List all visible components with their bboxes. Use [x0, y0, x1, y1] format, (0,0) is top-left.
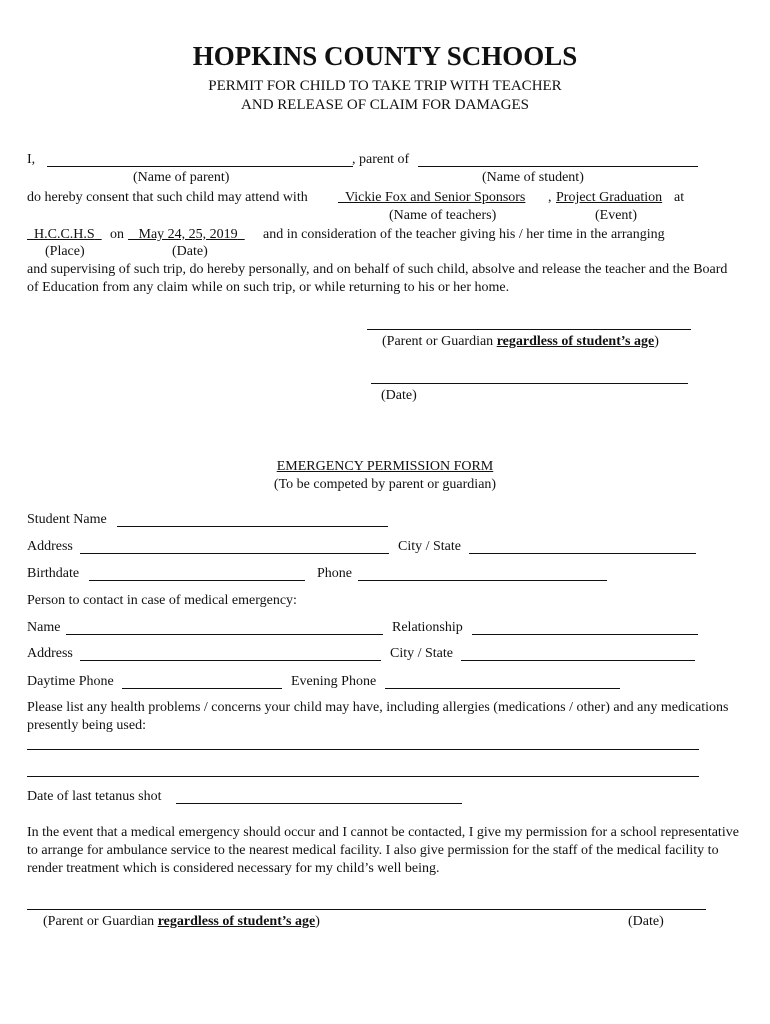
student-name-label: Student Name: [27, 512, 107, 527]
date-value-text: May 24, 25, 2019: [138, 227, 238, 242]
event-caption: (Event): [595, 208, 637, 223]
sig2-prefix: (Parent or Guardian: [43, 914, 158, 929]
sig-prefix: (Parent or Guardian: [382, 334, 497, 349]
contact-name-label: Name: [27, 620, 61, 635]
city-state-label: City / State: [398, 539, 461, 554]
sig-suffix: ): [654, 334, 659, 349]
at-label: at: [674, 190, 685, 205]
daytime-phone-input[interactable]: [122, 688, 282, 689]
release-paragraph: and supervising of such trip, do hereby personally, and on behalf of such child, absolve and release the teacher and the Board of Education from any claim while on such trip, or while returning to his or her home.: [27, 262, 728, 295]
city-state-input[interactable]: [469, 553, 696, 554]
place-caption: (Place): [45, 244, 85, 259]
name-of-parent-caption: (Name of parent): [133, 170, 230, 185]
student-name-field[interactable]: [418, 166, 698, 167]
health-paragraph: Please list any health problems / concerns your child may have, including allergies (medications / other) and any medications presently being used:: [27, 700, 729, 733]
contact-city-state-input[interactable]: [461, 660, 695, 661]
emergency-form-subtitle: (To be competed by parent or guardian): [273, 477, 497, 492]
student-name-input[interactable]: [117, 526, 388, 527]
school-title: HOPKINS COUNTY SCHOOLS: [192, 41, 578, 71]
on-label: on: [110, 227, 124, 242]
parent-signature-caption: [382, 334, 659, 350]
tetanus-label: Date of last tetanus shot: [27, 789, 162, 804]
teachers-value: [338, 190, 525, 206]
parent-of-label: , parent of: [352, 152, 410, 167]
address-input[interactable]: [80, 553, 389, 554]
form-subtitle-line2: AND RELEASE OF CLAIM FOR DAMAGES: [241, 97, 529, 113]
phone-input[interactable]: [358, 580, 607, 581]
sig2-suffix: ): [315, 914, 320, 929]
parent-signature-field[interactable]: [367, 329, 691, 330]
final-signature-caption: [43, 914, 320, 930]
comma: ,: [548, 190, 552, 205]
signature-date-field[interactable]: [371, 383, 688, 384]
permission-paragraph: In the event that a medical emergency should occur and I cannot be contacted, I give my permission for a school representative to arrange for ambulance service to the nearest medical facility. I also give permission for the staff of the medical facility to render treatment which is considered necessary for my child’s well being.: [27, 825, 739, 876]
consent-text: do hereby consent that such child may attend with: [27, 190, 308, 205]
contact-address-input[interactable]: [80, 660, 381, 661]
parent-name-field[interactable]: [47, 166, 353, 167]
daytime-phone-label: Daytime Phone: [27, 674, 114, 689]
address-label: Address: [27, 539, 73, 554]
i-label: I,: [27, 152, 36, 167]
event-value: Project Graduation: [556, 190, 663, 205]
place-value-text: H.C.C.H.S: [34, 227, 95, 242]
relationship-input[interactable]: [472, 634, 698, 635]
final-signature-field[interactable]: [27, 909, 706, 910]
tetanus-input[interactable]: [176, 803, 462, 804]
evening-phone-label: Evening Phone: [291, 674, 377, 689]
birthdate-input[interactable]: [89, 580, 305, 581]
relationship-label: Relationship: [392, 620, 463, 635]
teachers-value-text: Vickie Fox and Senior Sponsors: [345, 190, 526, 205]
contact-name-input[interactable]: [66, 634, 383, 635]
contact-address-label: Address: [27, 646, 73, 661]
contact-heading: Person to contact in case of medical emergency:: [27, 593, 297, 608]
signature-date-caption: (Date): [381, 388, 417, 403]
name-of-teachers-caption: (Name of teachers): [389, 208, 497, 223]
final-date-caption: (Date): [628, 914, 664, 929]
sig-bold: regardless of student’s age: [496, 334, 655, 349]
evening-phone-input[interactable]: [385, 688, 620, 689]
phone-label: Phone: [317, 566, 352, 581]
consideration-text: and in consideration of the teacher giving his / her time in the arranging: [263, 227, 665, 242]
date-value: [128, 227, 245, 243]
name-of-student-caption: (Name of student): [482, 170, 584, 185]
health-line-1[interactable]: [27, 749, 699, 750]
contact-city-state-label: City / State: [390, 646, 453, 661]
sig2-bold: regardless of student’s age: [157, 914, 316, 929]
emergency-form-title: EMERGENCY PERMISSION FORM: [276, 459, 494, 474]
health-line-2[interactable]: [27, 776, 699, 777]
place-value: [27, 227, 102, 243]
date-caption: (Date): [172, 244, 208, 259]
birthdate-label: Birthdate: [27, 566, 80, 581]
form-subtitle-line1: PERMIT FOR CHILD TO TAKE TRIP WITH TEACHER: [208, 78, 562, 94]
